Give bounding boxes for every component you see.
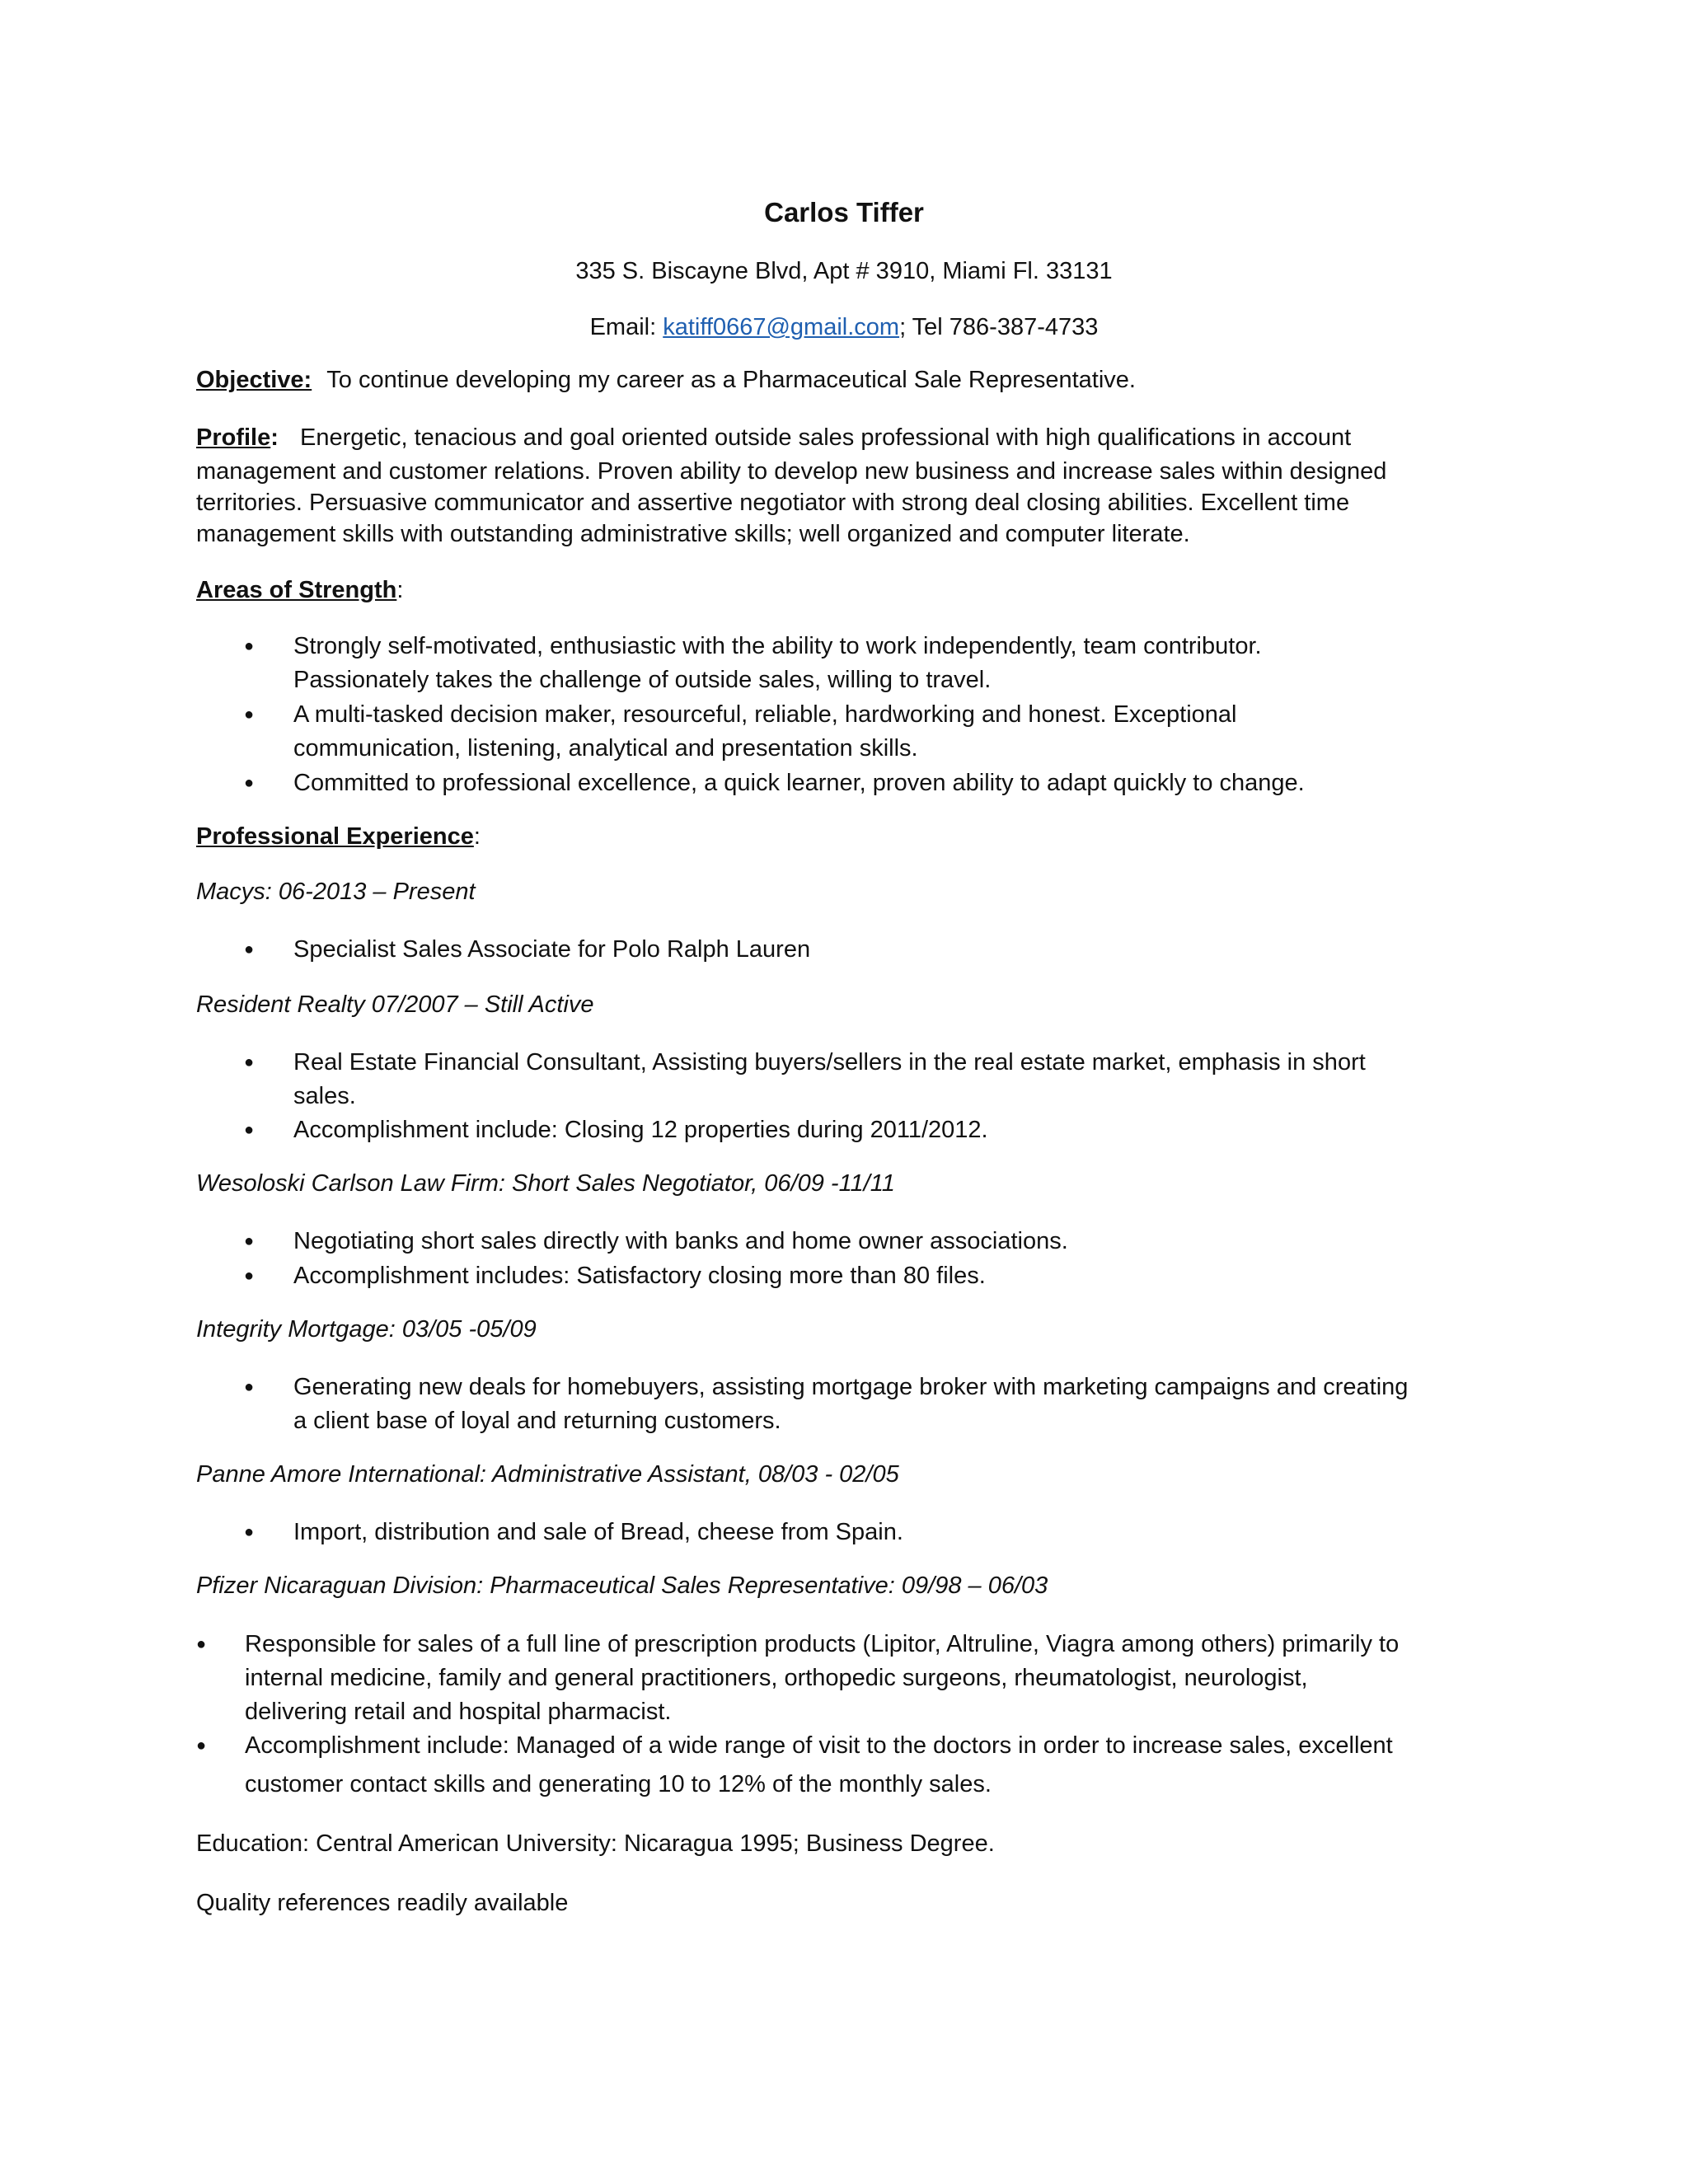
bullet-icon: ● <box>244 1121 255 1139</box>
job-bullet-cont: customer contact skills and generating 10 to 12% of the monthly sales. <box>245 1771 992 1797</box>
strength-1-line-1: Strongly self-motivated, enthusiastic with the ability to work independently, team contributor. <box>293 633 1262 659</box>
job-bullet: Generating new deals for homebuyers, assisting mortgage broker with marketing campaigns and creating <box>293 1374 1409 1400</box>
profile-line-1 <box>196 422 1351 453</box>
applicant-name: Carlos Tiffer <box>764 197 924 227</box>
bullet-icon: ● <box>244 1232 255 1250</box>
strength-3-line-1: Committed to professional excellence, a quick learner, proven ability to adapt quickly to change. <box>293 770 1305 796</box>
strength-1-line-2: Passionately takes the challenge of outside sales, willing to travel. <box>293 667 992 693</box>
job-title: Macys: 06-2013 – Present <box>196 879 476 905</box>
references-line: Quality references readily available <box>196 1890 569 1916</box>
address: 335 S. Biscayne Blvd, Apt # 3910, Miami Fl. 33131 <box>575 258 1113 284</box>
profile-text-2: management and customer relations. Proven ability to develop new business and increase sales within designed <box>196 458 1387 485</box>
bullet-icon: ● <box>196 1736 207 1755</box>
contact-line <box>0 312 1688 343</box>
bullet-icon: ● <box>244 1523 255 1541</box>
job-bullet: Negotiating short sales directly with banks and home owner associations. <box>293 1228 1068 1254</box>
bullet-icon: ● <box>244 637 255 655</box>
job-title: Resident Realty 07/2007 – Still Active <box>196 991 594 1018</box>
strength-2-line-1: A multi-tasked decision maker, resourceful, reliable, hardworking and honest. Exceptional <box>293 701 1237 728</box>
bullet-icon: ● <box>244 940 255 958</box>
bullet-icon: ● <box>244 774 255 792</box>
job-bullet: Import, distribution and sale of Bread, cheese from Spain. <box>293 1519 903 1545</box>
strengths-colon: : <box>396 577 404 603</box>
job-bullet-cont: internal medicine, family and general practitioners, orthopedic surgeons, rheumatologist, neurologist, <box>245 1665 1308 1691</box>
bullet-icon: ● <box>196 1635 207 1653</box>
email-label: Email: <box>589 314 657 340</box>
job-bullet: Accomplishment include: Managed of a wide range of visit to the doctors in order to increase sales, excellent <box>245 1732 1393 1759</box>
job-bullet: Responsible for sales of a full line of prescription products (Lipitor, Altruline, Viagra among others) primarily to <box>245 1631 1400 1657</box>
strengths-label: Areas of Strength <box>196 577 397 603</box>
profile-text-4: management skills with outstanding administrative skills; well organized and computer literate. <box>196 521 1190 547</box>
profile-text-1: Energetic, tenacious and goal oriented outside sales professional with high qualifications in account <box>299 424 1352 451</box>
objective-label: Objective: <box>196 367 312 393</box>
objective-section <box>196 364 1136 396</box>
strengths-heading <box>196 574 403 606</box>
experience-label: Professional Experience <box>196 823 474 850</box>
email-link[interactable]: katiff0667@gmail.com <box>663 314 900 340</box>
bullet-icon: ● <box>244 1267 255 1285</box>
objective-text: To continue developing my career as a Pharmaceutical Sale Representative. <box>326 367 1136 393</box>
bullet-icon: ● <box>244 705 255 724</box>
job-title: Integrity Mortgage: 03/05 -05/09 <box>196 1316 537 1343</box>
profile-colon: : <box>270 424 279 451</box>
phone-text: ; Tel 786-387-4733 <box>899 314 1099 340</box>
job-title: Wesoloski Carlson Law Firm: Short Sales Negotiator, 06/09 -11/11 <box>196 1170 895 1197</box>
bullet-icon: ● <box>244 1053 255 1071</box>
experience-colon: : <box>473 823 481 850</box>
education-line: Education: Central American University: Nicaragua 1995; Business Degree. <box>196 1830 995 1857</box>
job-bullet: Accomplishment include: Closing 12 properties during 2011/2012. <box>293 1117 988 1143</box>
strength-2-line-2: communication, listening, analytical and presentation skills. <box>293 735 918 762</box>
profile-text-3: territories. Persuasive communicator and assertive negotiator with strong deal closing abilities. Excellent time <box>196 490 1350 516</box>
job-title: Pfizer Nicaraguan Division: Pharmaceutical Sales Representative: 09/98 – 06/03 <box>196 1572 1048 1599</box>
job-bullet-cont: a client base of loyal and returning customers. <box>293 1408 781 1434</box>
job-bullet: Real Estate Financial Consultant, Assisting buyers/sellers in the real estate market, emphasis in short <box>293 1049 1366 1076</box>
job-bullet-cont: sales. <box>293 1083 356 1109</box>
job-bullet-cont: delivering retail and hospital pharmacist. <box>245 1699 672 1725</box>
bullet-icon: ● <box>244 1378 255 1396</box>
profile-label: Profile <box>196 424 271 451</box>
job-title: Panne Amore International: Administrative Assistant, 08/03 - 02/05 <box>196 1461 899 1488</box>
experience-heading <box>196 821 481 852</box>
job-bullet: Specialist Sales Associate for Polo Ralph Lauren <box>293 936 811 963</box>
job-bullet: Accomplishment includes: Satisfactory closing more than 80 files. <box>293 1263 986 1289</box>
